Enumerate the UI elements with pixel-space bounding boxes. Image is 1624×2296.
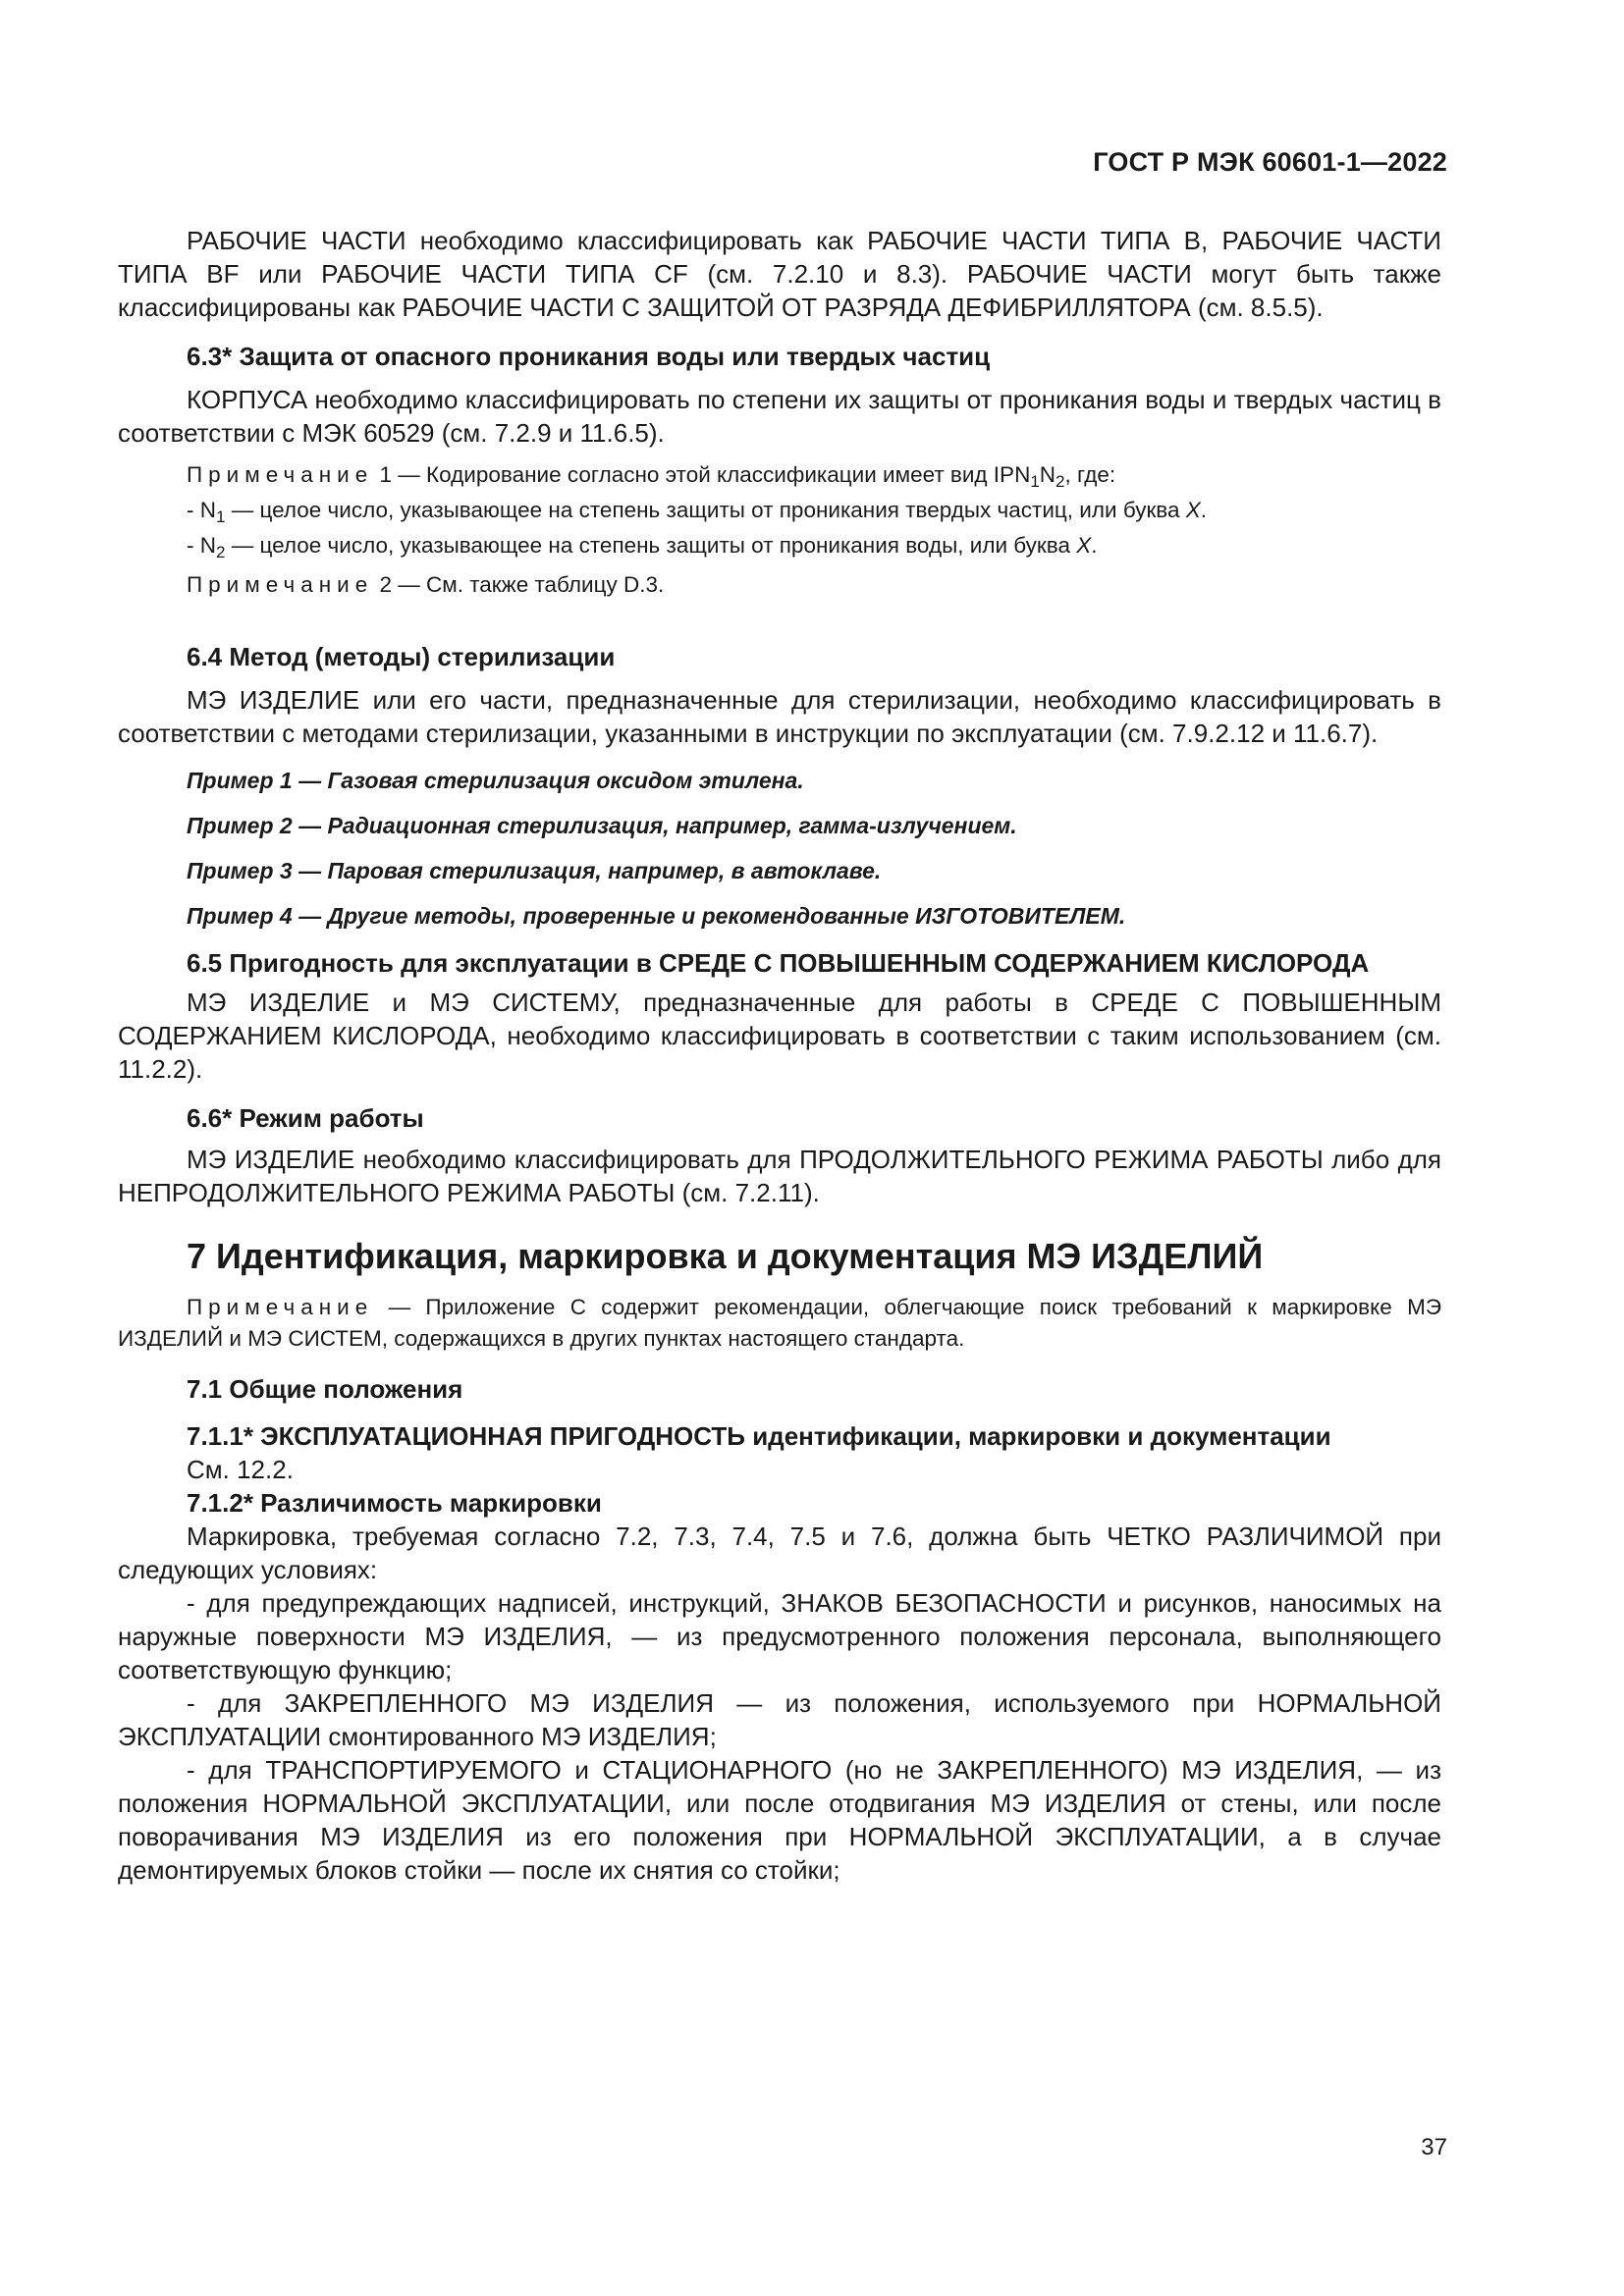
example-3: Пример 3 — Паровая стерилизация, например, в автоклаве. (187, 858, 882, 883)
running-header: ГОСТ Р МЭК 60601-1—2022 (1093, 147, 1447, 177)
heading-7-1: 7.1 Общие положения (187, 1374, 463, 1404)
list-item: - для ЗАКРЕПЛЕННОГО МЭ ИЗДЕЛИЯ — из положения, используемого при НОРМАЛЬНОЙ ЭКСПЛУАТАЦИИ смонтированного МЭ ИЗДЕЛИЯ; (118, 1688, 1441, 1751)
paragraph-7-1-1: См. 12.2. (187, 1455, 294, 1484)
paragraph-6-4: МЭ ИЗДЕЛИЕ или его части, предназначенные для стерилизации, необходимо классифицировать в соответствии с методами стерилизации, указанными в инструкции по эксплуатации (см. 7.9.2.12 и 11.6.7). (118, 685, 1441, 748)
heading-6-5: 6.5 Пригодность для эксплуатации в СРЕДЕ С ПОВЫШЕННЫМ СОДЕРЖАНИЕМ КИСЛОРОДА (187, 948, 1370, 978)
page-body (118, 224, 1441, 1887)
paragraph-6-6: МЭ ИЗДЕЛИЕ необходимо классифицировать для ПРОДОЛЖИТЕЛЬНОГО РЕЖИМА РАБОТЫ либо для НЕПРОДОЛЖИТЕЛЬНОГО РЕЖИМА РАБОТЫ (см. 7.2.11). (118, 1145, 1441, 1207)
heading-6-4: 6.4 Метод (методы) стерилизации (187, 642, 616, 671)
example-2: Пример 2 — Радиационная стерилизация, например, гамма-излучением. (187, 813, 1017, 838)
note-label: Примечание (187, 462, 374, 487)
example-1: Пример 1 — Газовая стерилизация оксидом этилена. (187, 768, 804, 793)
paragraph-6-3: КОРПУСА необходимо классифицировать по степени их защиты от проникания воды и твердых частиц в соответствии с МЭК 60529 (см. 7.2.9 и 11.6.5). (118, 385, 1441, 448)
heading-6-3: 6.3* Защита от опасного проникания воды или твердых частиц (187, 342, 991, 371)
note-item-n2: - $N_2$ — целое число, указывающее на степень защиты от проникания воды, или буква X. (187, 533, 1098, 561)
note-section-7: Примечание — Приложение C содержит рекомендации, облегчающие поиск требований к маркировке МЭ ИЗДЕЛИЙ и МЭ СИСТЕМ, содержащихся в других пунктах настоящего стандарта. (118, 1295, 1441, 1351)
heading-7-1-1: 7.1.1* ЭКСПЛУАТАЦИОННАЯ ПРИГОДНОСТЬ идентификации, маркировки и документации (187, 1421, 1331, 1451)
heading-7-1-2: 7.1.2* Различимость маркировки (187, 1488, 602, 1518)
note-6-3-1: Примечание 1 — Кодирование согласно этой классификации имеет вид $IPN_1N_2$, где: (187, 462, 1116, 491)
example-4: Пример 4 — Другие методы, проверенные и рекомендованные ИЗГОТОВИТЕЛЕМ. (187, 903, 1126, 929)
note-6-3-2: Примечание 2 — См. также таблицу D.3. (187, 572, 665, 597)
paragraph-6-5: МЭ ИЗДЕЛИЕ и МЭ СИСТЕМУ, предназначенные для работы в СРЕДЕ С ПОВЫШЕННЫМ СОДЕРЖАНИЕМ КИСЛОРОДА, необходимо классифицировать в соответствии с таким использованием (см. 11.2.2). (118, 988, 1441, 1084)
note-item-n1: - $N_1$ — целое число, указывающее на степень защиты от проникания твердых частиц, или буква X. (187, 498, 1208, 526)
heading-section-7: 7 Идентификация, маркировка и документация МЭ ИЗДЕЛИЙ (187, 1236, 1264, 1276)
list-item: - для предупреждающих надписей, инструкций, ЗНАКОВ БЕЗОПАСНОСТИ и рисунков, наносимых на наружные поверхности МЭ ИЗДЕЛИЯ, — из предусмотренного положения персонала, выполняющего соответствующую функцию; (118, 1588, 1441, 1684)
list-item: - для ТРАНСПОРТИРУЕМОГО и СТАЦИОНАРНОГО (но не ЗАКРЕПЛЕННОГО) МЭ ИЗДЕЛИЯ, — из положения НОРМАЛЬНОЙ ЭКСПЛУАТАЦИИ, или после отодвигания МЭ ИЗДЕЛИЯ от стены, или после поворачивания МЭ ИЗДЕЛИЯ из его положения при НОРМАЛЬНОЙ ЭКСПЛУАТАЦИИ, а в случае демонтируемых блоков стойки — после их снятия со стойки; (118, 1755, 1441, 1885)
paragraph-7-1-2: Маркировка, требуемая согласно 7.2, 7.3, 7.4, 7.5 и 7.6, должна быть ЧЕТКО РАЗЛИЧИМОЙ при следующих условиях: (118, 1522, 1441, 1584)
intro-paragraph: РАБОЧИЕ ЧАСТИ необходимо классифицировать как РАБОЧИЕ ЧАСТИ ТИПА B, РАБОЧИЕ ЧАСТИ ТИПА BF или РАБОЧИЕ ЧАСТИ ТИПА CF (см. 7.2.10 и 8.3). РАБОЧИЕ ЧАСТИ могут быть также классифицированы как РАБОЧИЕ ЧАСТИ С ЗАЩИТОЙ ОТ РАЗРЯДА ДЕФИБРИЛЛЯТОРА (см. 8.5.5). (118, 226, 1441, 322)
page-number: 37 (1421, 2134, 1447, 2161)
heading-6-6: 6.6* Режим работы (187, 1103, 424, 1133)
